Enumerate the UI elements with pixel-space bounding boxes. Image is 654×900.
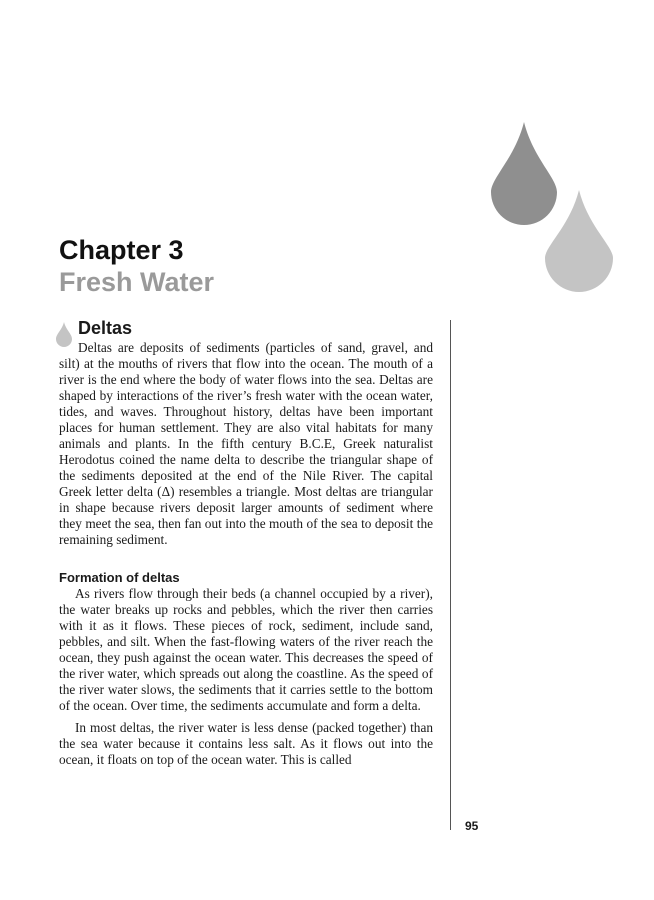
chapter-heading [59, 234, 214, 298]
body-paragraph: As rivers flow through their beds (a channel occupied by a river), the water breaks up rocks and pebbles, which the river then carries with it as it flows. These pieces of rock, sediment, include sand, pebbles, and silt. When the fast-flowing waters of the river reach the ocean, they push against the ocean water. This decreases the speed of the river water, which spreads out along the coastline. As the speed of the river water slows, the sediments that it carries settle to the bottom of the ocean. Over time, the sediments accumulate and form a delta. [59, 586, 433, 713]
chapter-label: Chapter 3 [59, 235, 184, 265]
section-heading [59, 316, 433, 340]
margin-rule [450, 320, 451, 830]
water-drops-decoration [485, 120, 625, 300]
intro-paragraph: Deltas are deposits of sediments (particles of sand, gravel, and silt) at the mouths of rivers that flow into the ocean. The mouth of a river is the end where the body of water flows into the sea. Deltas are shaped by interactions of the river’s fresh water with the ocean water, tides, and waves. Throughout history, deltas have been important places for human settlement. They are also vital habitats for many animals and plants. In the fifth century B.C.E, Greek naturalist Herodotus coined the name delta to describe the triangular shape of the sediments deposited at the end of the Nile River. The capital Greek letter delta (Δ) resembles a triangle. Most deltas are triangular in shape because rivers deposit larger amounts of sediment where they meet the sea, then fan out into the mouth of the sea to deposit the remaining sediment. [59, 340, 433, 547]
page-number: 95 [465, 819, 479, 833]
water-drop-bullet-icon [55, 321, 73, 348]
main-text-column [59, 316, 433, 768]
subsection-heading: Formation of deltas [59, 570, 180, 585]
water-drop-light-icon [543, 188, 615, 294]
section-heading-text: Deltas [78, 318, 133, 338]
body-paragraph: In most deltas, the river water is less dense (packed together) than the sea water because it contains less salt. As it flows out into the ocean, it floats on top of the ocean water. This is called [59, 720, 433, 767]
chapter-title: Fresh Water [59, 267, 215, 297]
